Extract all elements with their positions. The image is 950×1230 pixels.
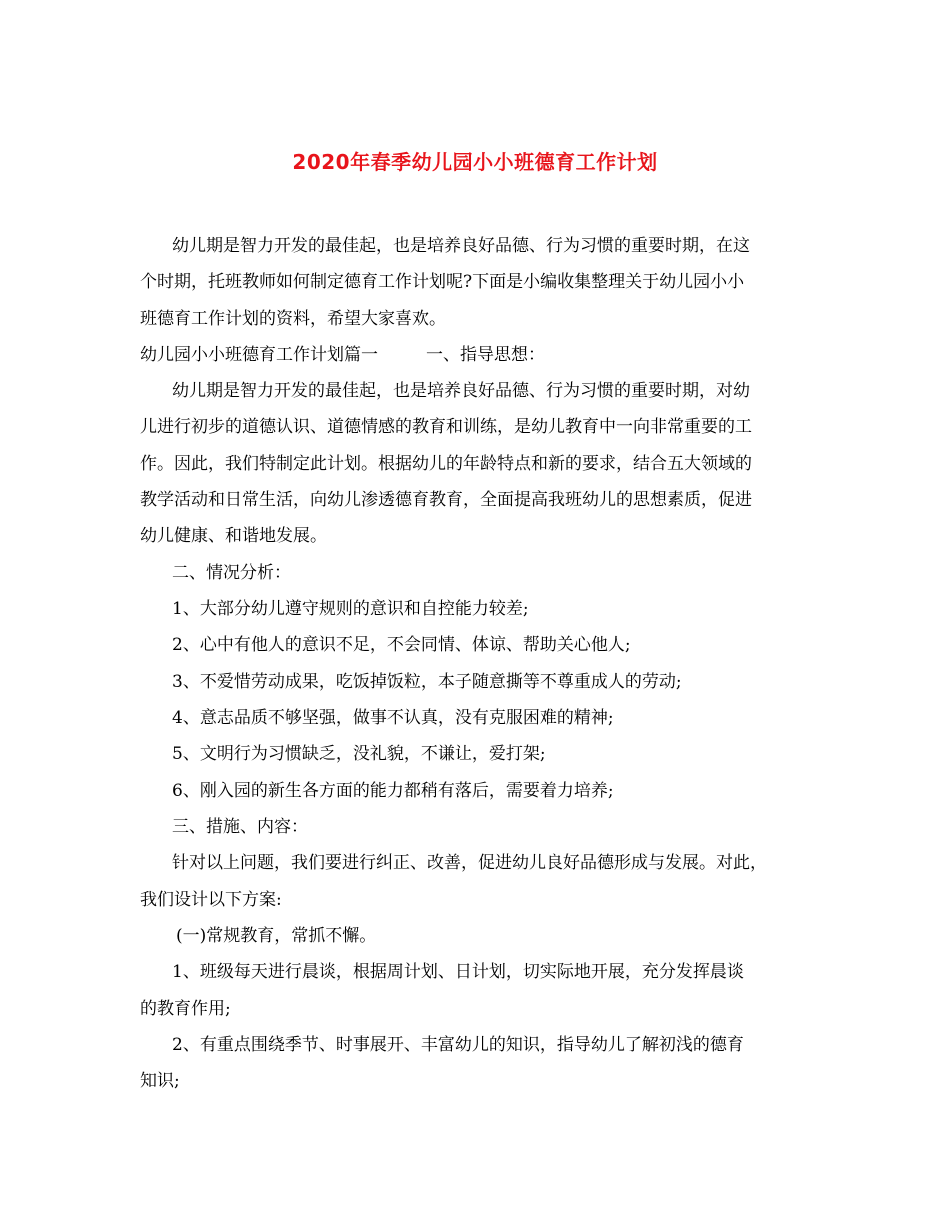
list-item: 4、意志品质不够坚强，做事不认真，没有克服困难的精神; bbox=[172, 708, 614, 728]
list-item-continuation: 的教育作用; bbox=[140, 999, 231, 1019]
paragraph-line: 班德育工作计划的资料，希望大家喜欢。 bbox=[140, 309, 446, 329]
list-item: 1、大部分幼儿遵守规则的意识和自控能力较差; bbox=[172, 599, 529, 619]
section-heading: 三、措施、内容： bbox=[172, 817, 308, 837]
paragraph-line: 幼儿健康、和谐地发展。 bbox=[140, 526, 327, 546]
list-item: 5、文明行为习惯缺乏，没礼貌，不谦让，爱打架; bbox=[172, 744, 546, 764]
list-item-continuation: 知识; bbox=[140, 1071, 180, 1091]
paragraph-line: 教学活动和日常生活，向幼儿渗透德育教育，全面提高我班幼儿的思想素质，促进 bbox=[140, 490, 752, 510]
section-heading-line bbox=[140, 343, 545, 367]
paragraph-line: 幼儿期是智力开发的最佳起，也是培养良好品德、行为习惯的重要时期，对幼 bbox=[172, 381, 750, 401]
paragraph-line: 儿进行初步的道德认识、道德情感的教育和训练，是幼儿教育中一向非常重要的工 bbox=[140, 417, 752, 437]
subsection-heading: (一)常规教育，常抓不懈。 bbox=[176, 926, 377, 946]
section-heading: 二、情况分析： bbox=[172, 563, 291, 583]
section-heading: 一、指导思想： bbox=[426, 345, 545, 365]
list-item: 2、有重点围绕季节、时事展开、丰富幼儿的知识，指导幼儿了解初浅的德育 bbox=[172, 1035, 744, 1055]
paragraph-line: 幼儿期是智力开发的最佳起，也是培养良好品德、行为习惯的重要时期，在这 bbox=[172, 236, 750, 256]
document-title: 2020年春季幼儿园小小班德育工作计划 bbox=[292, 150, 658, 174]
paragraph-line: 针对以上问题，我们要进行纠正、改善，促进幼儿良好品德形成与发展。对此， bbox=[172, 853, 767, 873]
paragraph-line: 我们设计以下方案: bbox=[140, 890, 282, 910]
list-item: 2、心中有他人的意识不足，不会同情、体谅、帮助关心他人; bbox=[172, 635, 631, 655]
list-item: 3、不爱惜劳动成果，吃饭掉饭粒，本子随意撕等不尊重成人的劳动; bbox=[172, 672, 682, 692]
paragraph-line: 个时期，托班教师如何制定德育工作计划呢?下面是小编收集整理关于幼儿园小小 bbox=[140, 272, 745, 292]
paragraph-line: 作。因此，我们特制定此计划。根据幼儿的年龄特点和新的要求，结合五大领域的 bbox=[140, 454, 752, 474]
list-item: 1、班级每天进行晨谈，根据周计划、日计划，切实际地开展，充分发挥晨谈 bbox=[172, 962, 744, 982]
plan-part-label: 幼儿园小小班德育工作计划篇一 bbox=[140, 345, 378, 365]
list-item: 6、刚入园的新生各方面的能力都稍有落后，需要着力培养; bbox=[172, 781, 614, 801]
